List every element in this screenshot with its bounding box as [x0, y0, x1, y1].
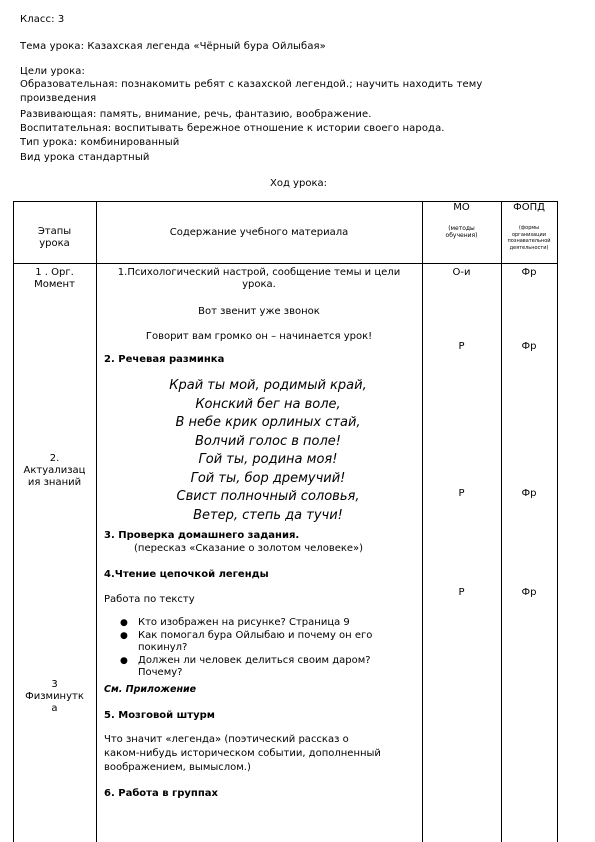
header-mo: МО: [453, 202, 470, 213]
appendix-link[interactable]: См. Приложение: [104, 684, 197, 695]
stage-act-line-1: 2.: [49, 453, 60, 464]
question-list: [120, 617, 420, 680]
header-stages: [13, 226, 96, 250]
goal-developing: Развивающая: память, внимание, речь, фантазию, воображение.: [20, 109, 372, 120]
table-header-border: [13, 263, 558, 264]
header-fopd-sub-line-1: (формы: [518, 225, 540, 231]
goal-educational-line-2: произведения: [20, 93, 97, 104]
table-col-divider-3: [501, 201, 502, 842]
section-homework-check: 3. Проверка домашнего задания.: [104, 530, 300, 541]
goals-title: Цели урока:: [20, 66, 86, 77]
lesson-kind: Вид урока стандартный: [20, 152, 150, 163]
table-right-border: [557, 201, 558, 842]
question-text: Как помогал бура Ойлыбаю и почему он его: [138, 629, 373, 641]
table-left-border: [13, 201, 14, 842]
poem-line: Конский бег на воле,: [195, 396, 341, 412]
stage-phys-line-1: 3: [51, 679, 58, 690]
stage-org-line-1: 1 . Орг.: [35, 267, 74, 278]
header-mo-sub-line-2: обучения): [445, 232, 478, 239]
header-fopd: ФОПД: [513, 202, 545, 213]
stage-phys-line-3: а: [51, 703, 58, 714]
legend-definition-line: воображением, вымыслом.): [104, 762, 251, 773]
class-line: Класс: 3: [20, 14, 65, 25]
section-speech-warmup: 2. Речевая разминка: [104, 354, 225, 365]
stage-physminute: [13, 679, 96, 715]
poem-line: Ветер, степь да тучи!: [193, 507, 343, 523]
legend-definition: [104, 733, 416, 775]
homework-subtitle: (пересказ «Сказание о золотом человеке»): [134, 543, 364, 554]
content-says-line: Говорит вам громко он – начинается урок!: [145, 331, 373, 342]
lesson-type: Тип урока: комбинированный: [20, 137, 180, 148]
stage-actualization: [13, 453, 96, 489]
poem-line: Гой ты, бор дремучий!: [190, 470, 346, 486]
section-brainstorm: 5. Мозговой штурм: [104, 710, 215, 721]
header-fopd-sub-line-3: познавательной: [507, 238, 551, 244]
section-chain-reading: 4.Чтение цепочкой легенды: [104, 569, 269, 580]
header-fopd-sub: [501, 225, 557, 251]
section-group-work: 6. Работа в группах: [104, 788, 218, 799]
header-mo-sub: [422, 225, 501, 239]
header-fopd-sub-line-2: организации: [511, 231, 547, 238]
question-text: Должен ли человек делиться своим даром?: [138, 654, 371, 666]
list-item: [120, 655, 420, 680]
stage-act-line-2: Актуализац: [23, 465, 86, 476]
stage-phys-line-2: Физминутк: [25, 691, 84, 702]
header-mo-sub-line-1: (методы: [448, 225, 475, 232]
goal-upbringing: Воспитательная: воспитывать бережное отношение к истории своего народа.: [20, 123, 445, 134]
header-content: Содержание учебного материала: [169, 227, 349, 238]
text-work-label: Работа по тексту: [104, 594, 195, 605]
question-text: Кто изображен на рисунке? Страница 9: [138, 617, 350, 628]
bullet-icon: ●: [120, 630, 128, 641]
legend-definition-line: каком-нибудь историческом событии, дополненный: [104, 748, 381, 759]
stage-org-moment: [13, 267, 96, 291]
poem: [103, 377, 433, 525]
question-text: Почему?: [138, 667, 183, 678]
bullet-icon: ●: [120, 618, 128, 628]
poem-line: Край ты мой, родимый край,: [169, 378, 367, 393]
question-text: покинул?: [138, 642, 188, 653]
content-bell-line: Вот звенит уже звонок: [198, 306, 320, 317]
table-col-divider-1: [96, 201, 97, 842]
header-stages-line-2: урока: [39, 238, 70, 249]
course-title: Ход урока:: [270, 178, 327, 189]
poem-line: В небе крик орлиных стай,: [175, 415, 361, 430]
header-stages-line-1: Этапы: [37, 226, 72, 237]
header-fopd-sub-line-4: деятельности): [509, 244, 549, 251]
content-intro-line-1: 1.Психологический настрой, сообщение темы и цели: [117, 267, 401, 278]
stage-org-line-2: Момент: [34, 279, 75, 290]
content-intro-line-2: урока.: [242, 279, 276, 290]
stage-act-line-3: ия знаний: [27, 477, 82, 488]
poem-line: Гой ты, родина моя!: [198, 452, 338, 467]
fopd-value: Фр: [521, 488, 537, 499]
legend-definition-line: Что значит «легенда» (поэтический рассказ о: [104, 734, 349, 745]
poem-line: Волчий голос в поле!: [195, 433, 341, 449]
list-item: [120, 630, 420, 655]
content-intro: [96, 267, 422, 291]
mo-value: О-и: [452, 267, 471, 278]
lesson-table: [13, 201, 558, 842]
mo-value: Р: [458, 488, 465, 499]
fopd-value: Фр: [521, 587, 537, 598]
bullet-icon: ●: [120, 655, 128, 666]
fopd-value: Фр: [521, 267, 537, 278]
topic-line: Тема урока: Казахская легенда «Чёрный бура Ойлыбая»: [20, 41, 326, 52]
list-item: [120, 617, 420, 630]
mo-value: Р: [458, 341, 465, 352]
fopd-value: Фр: [521, 341, 537, 352]
goal-educational-line-1: Образовательная: познакомить ребят с казахской легендой.; научить находить тему: [20, 79, 483, 90]
mo-value: Р: [458, 587, 465, 598]
poem-line: Свист полночный соловья,: [176, 489, 360, 504]
